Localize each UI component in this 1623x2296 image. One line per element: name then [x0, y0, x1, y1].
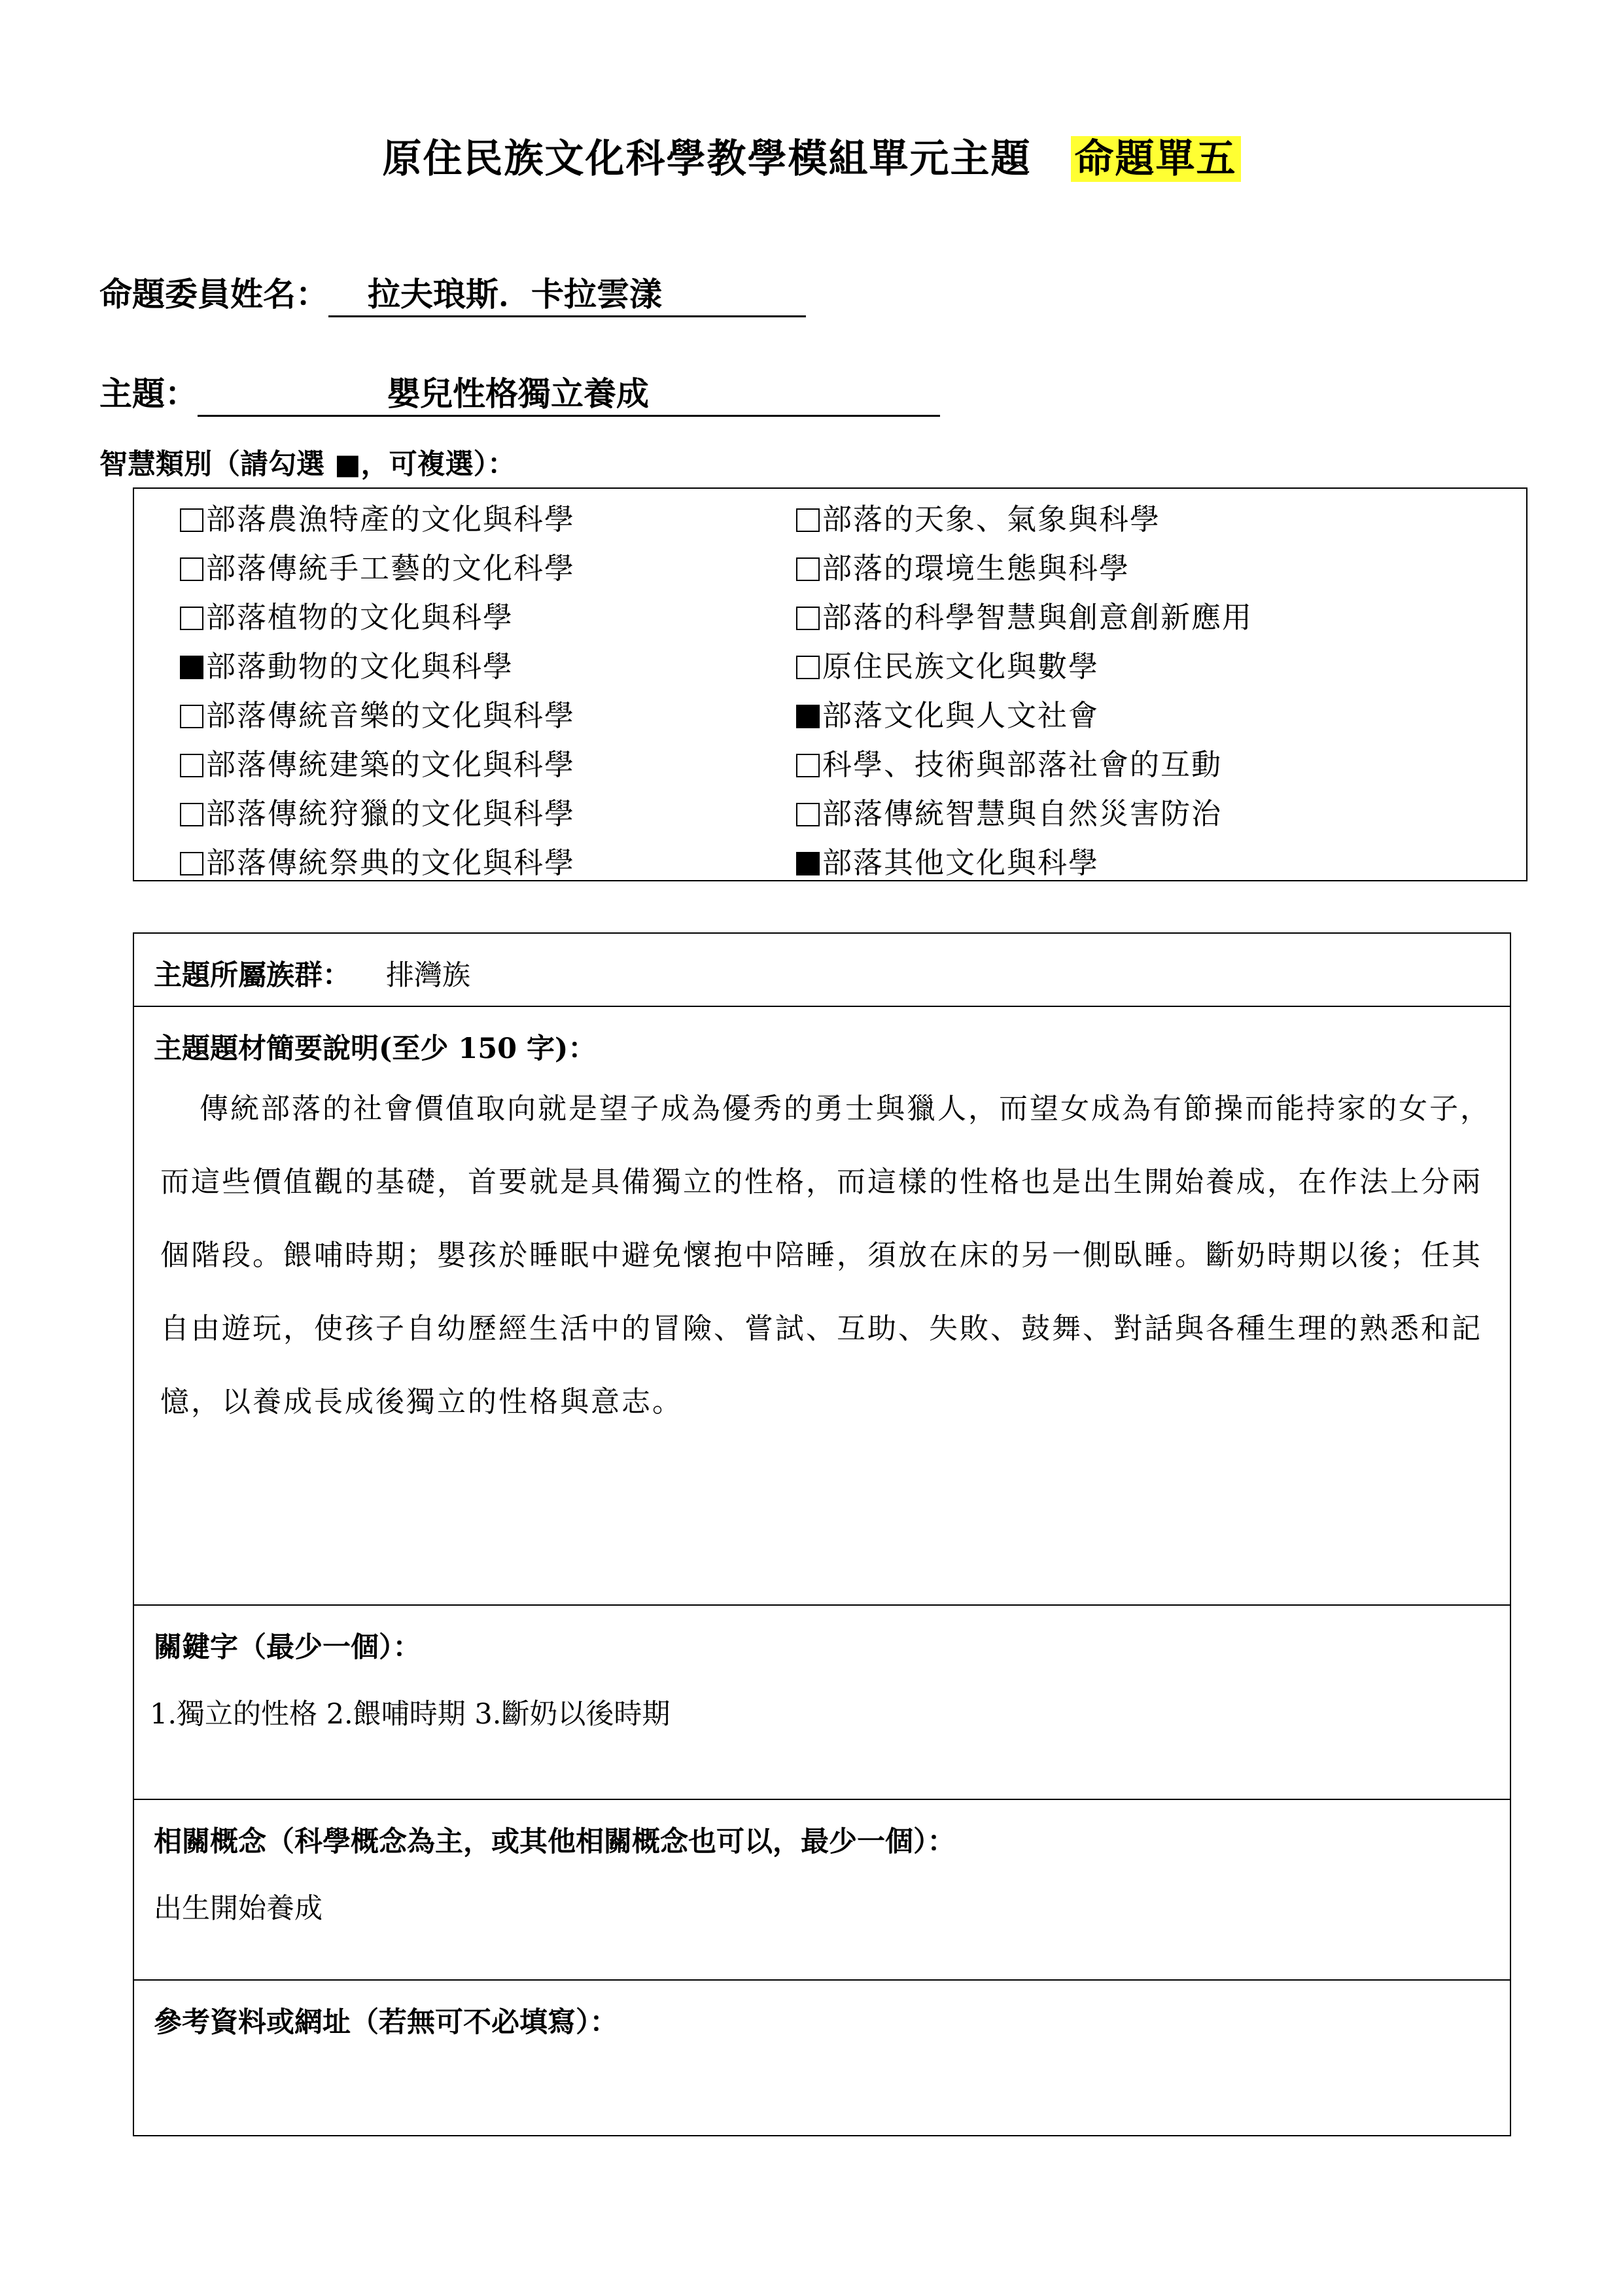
title-main: 原住民族文化科學教學模組單元主題: [382, 136, 1032, 182]
author-name-field[interactable]: 拉夫琅斯．卡拉雲漾: [328, 268, 806, 317]
category-item-label: 部落農漁特產的文化與科學: [206, 502, 576, 537]
author-label: 命題委員姓名：: [99, 275, 328, 313]
category-item[interactable]: [796, 839, 1099, 881]
category-item[interactable]: [180, 643, 514, 685]
concept-row: [134, 1799, 1510, 1979]
checkbox[interactable]: [796, 852, 820, 875]
concept-label: 相關概念（科學概念為主，或其他相關概念也可以，最少一個）：: [154, 1826, 956, 1858]
checkbox[interactable]: [180, 852, 203, 875]
checkbox[interactable]: [796, 557, 820, 581]
category-item[interactable]: [180, 495, 575, 538]
category-item[interactable]: [180, 692, 575, 734]
keywords-value[interactable]: 1.獨立的性格 2.餵哺時期 3.斷奶以後時期: [150, 1698, 671, 1731]
category-item-label: 部落傳統智慧與自然災害防治: [822, 796, 1223, 831]
category-checklist: [133, 487, 1527, 881]
description-label: 主題題材簡要說明(至少 150 字)：: [154, 1033, 597, 1065]
checkbox[interactable]: [180, 656, 203, 679]
category-item[interactable]: [796, 790, 1222, 832]
category-item-label: 部落植物的文化與科學: [206, 600, 514, 635]
checkbox[interactable]: [180, 508, 203, 532]
keywords-label: 關鍵字（最少一個）：: [154, 1631, 421, 1664]
ethnic-group-label: 主題所屬族群：: [154, 959, 351, 992]
category-item[interactable]: [180, 839, 575, 881]
category-item-label: 原住民族文化與數學: [822, 649, 1100, 684]
checkbox[interactable]: [796, 705, 820, 728]
ethnic-group-value[interactable]: 排灣族: [386, 959, 470, 992]
checkbox[interactable]: [180, 705, 203, 728]
category-item-label: 部落傳統建築的文化與科學: [206, 747, 576, 782]
category-item-label: 部落傳統音樂的文化與科學: [206, 698, 576, 733]
category-item[interactable]: [796, 643, 1099, 685]
category-item[interactable]: [180, 544, 575, 587]
ethnic-group-row: [134, 934, 1510, 1006]
checkbox[interactable]: [796, 508, 820, 532]
topic-label: 主題：: [99, 374, 198, 413]
checkbox[interactable]: [180, 607, 203, 630]
category-item-label: 部落文化與人文社會: [822, 698, 1100, 733]
category-item[interactable]: [796, 692, 1099, 734]
category-item-label: 部落傳統手工藝的文化科學: [206, 551, 576, 586]
checkbox[interactable]: [796, 754, 820, 777]
topic-field[interactable]: 嬰兒性格獨立養成: [198, 368, 940, 417]
author-row: [99, 268, 806, 317]
topic-row: [99, 368, 940, 417]
category-item-label: 部落傳統狩獵的文化與科學: [206, 796, 576, 831]
checkbox[interactable]: [796, 607, 820, 630]
info-table: [133, 932, 1511, 2136]
category-item[interactable]: [796, 544, 1130, 587]
category-item[interactable]: [180, 741, 575, 783]
reference-row: [134, 1979, 1510, 2136]
category-item-label: 部落的科學智慧與創意創新應用: [822, 600, 1253, 635]
checkbox[interactable]: [180, 754, 203, 777]
category-label: 智慧類別（請勾選 ■，可複選）：: [99, 448, 516, 481]
checkbox[interactable]: [180, 557, 203, 581]
category-item-label: 部落動物的文化與科學: [206, 649, 514, 684]
description-text[interactable]: 傳統部落的社會價值取向就是望子成為優秀的勇士與獵人，而望女成為有節操而能持家的女子，而這些價值觀的基礎，首要就是具備獨立的性格，而這樣的性格也是出生開始養成，在作法上分兩個階段。餵哺時期；嬰孩於睡眠中避免懷抱中陪睡，須放在床的另一側臥睡。斷奶時期以後；任其自由遊玩，使孩子自幼歷經生活中的冒險、嘗試、互助、失敗、鼓舞、對話與各種生理的熟悉和記憶，以養成長成後獨立的性格與意志。: [160, 1092, 1491, 1419]
reference-label: 參考資料或網址（若無可不必填寫）：: [154, 2006, 618, 2039]
keywords-row: [134, 1604, 1510, 1799]
checkbox[interactable]: [796, 656, 820, 679]
checkbox[interactable]: [796, 803, 820, 826]
category-item-label: 部落傳統祭典的文化與科學: [206, 845, 576, 880]
category-item[interactable]: [796, 495, 1161, 538]
category-item[interactable]: [180, 593, 514, 636]
page-title: [0, 128, 1623, 184]
description-row: [134, 1006, 1510, 1604]
category-item-label: 部落的天象、氣象與科學: [822, 502, 1161, 537]
category-item[interactable]: [796, 593, 1253, 636]
category-item-label: 部落的環境生態與科學: [822, 551, 1130, 586]
concept-value[interactable]: 出生開始養成: [154, 1892, 323, 1925]
checkbox[interactable]: [180, 803, 203, 826]
category-item[interactable]: [796, 741, 1222, 783]
category-item-label: 科學、技術與部落社會的互動: [822, 747, 1223, 782]
category-item[interactable]: [180, 790, 575, 832]
title-highlight: 命題單五: [1071, 136, 1241, 182]
category-item-label: 部落其他文化與科學: [822, 845, 1100, 880]
